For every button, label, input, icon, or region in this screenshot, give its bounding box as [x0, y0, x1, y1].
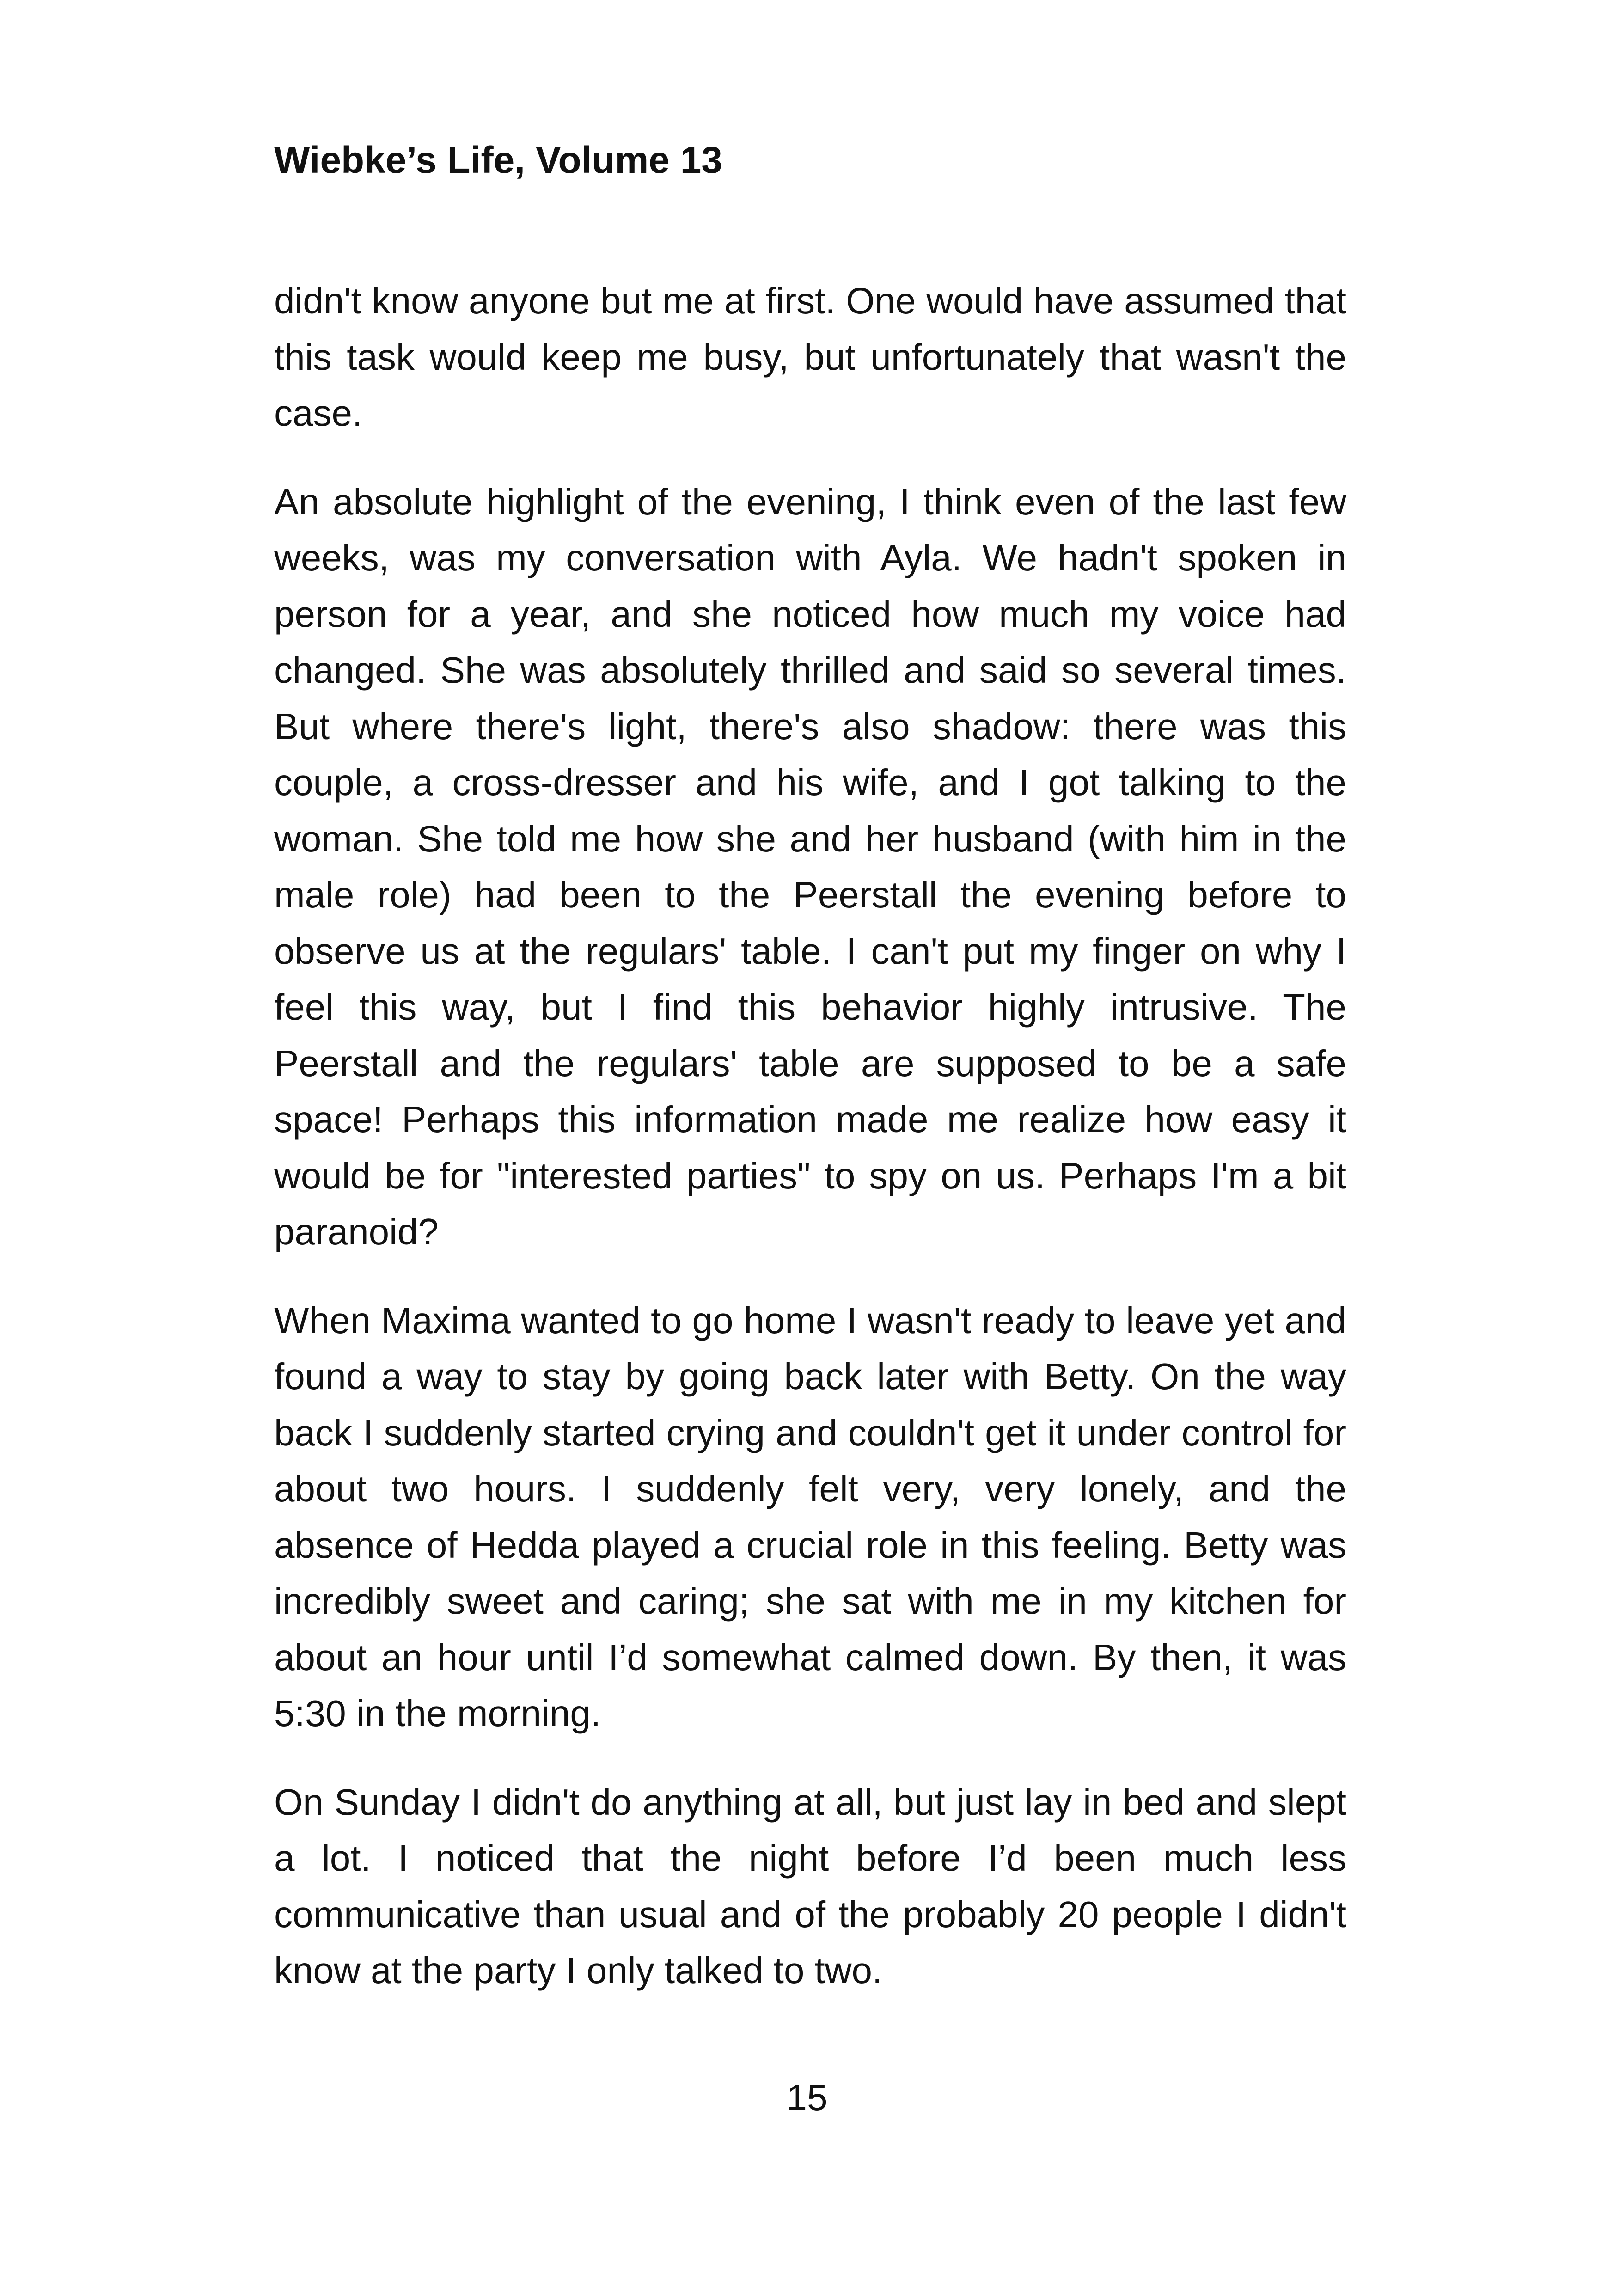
paragraph: On Sunday I didn't do anything at all, but just lay in bed and slept a lot. I noticed that the night before I’d been much less communicative than usual and of the probably 20 people I didn't know at the party I only talked to two.: [274, 1781, 1346, 1991]
paragraph: An absolute highlight of the evening, I think even of the last few weeks, was my conversation with Ayla. We hadn't spoken in person for a year, and she noticed how much my voice had changed. She was absolutely thrilled and said so several times. But where there's light, there's also shadow: there was this couple, a cross-dresser and his wife, and I got talking to the woman. She told me how she and her husband (with him in the male role) had been to the Peerstall the evening before to observe us at the regulars' table. I can't put my finger on why I feel this way, but I find this behavior highly intrusive. The Peerstall and the regulars' table are supposed to be a safe space! Perhaps this information made me realize how easy it would be for "interested parties" to spy on us. Perhaps I'm a bit paranoid?: [274, 481, 1346, 1252]
page-number: 15: [786, 2077, 828, 2118]
running-header: Wiebke’s Life, Volume 13: [274, 139, 722, 181]
body-text: [274, 273, 1346, 2031]
paragraph: When Maxima wanted to go home I wasn't ready to leave yet and found a way to stay by going back later with Betty. On the way back I suddenly started crying and couldn't get it under control for about two hours. I suddenly felt very, very lonely, and the absence of Hedda played a crucial role in this feeling. Betty was incredibly sweet and caring; she sat with me in my kitchen for about an hour until I’d somewhat calmed down. By then, it was 5:30 in the morning.: [274, 1299, 1346, 1734]
paragraph: didn't know anyone but me at first. One would have assumed that this task would keep me busy, but unfortunately that wasn't the case.: [274, 280, 1346, 434]
